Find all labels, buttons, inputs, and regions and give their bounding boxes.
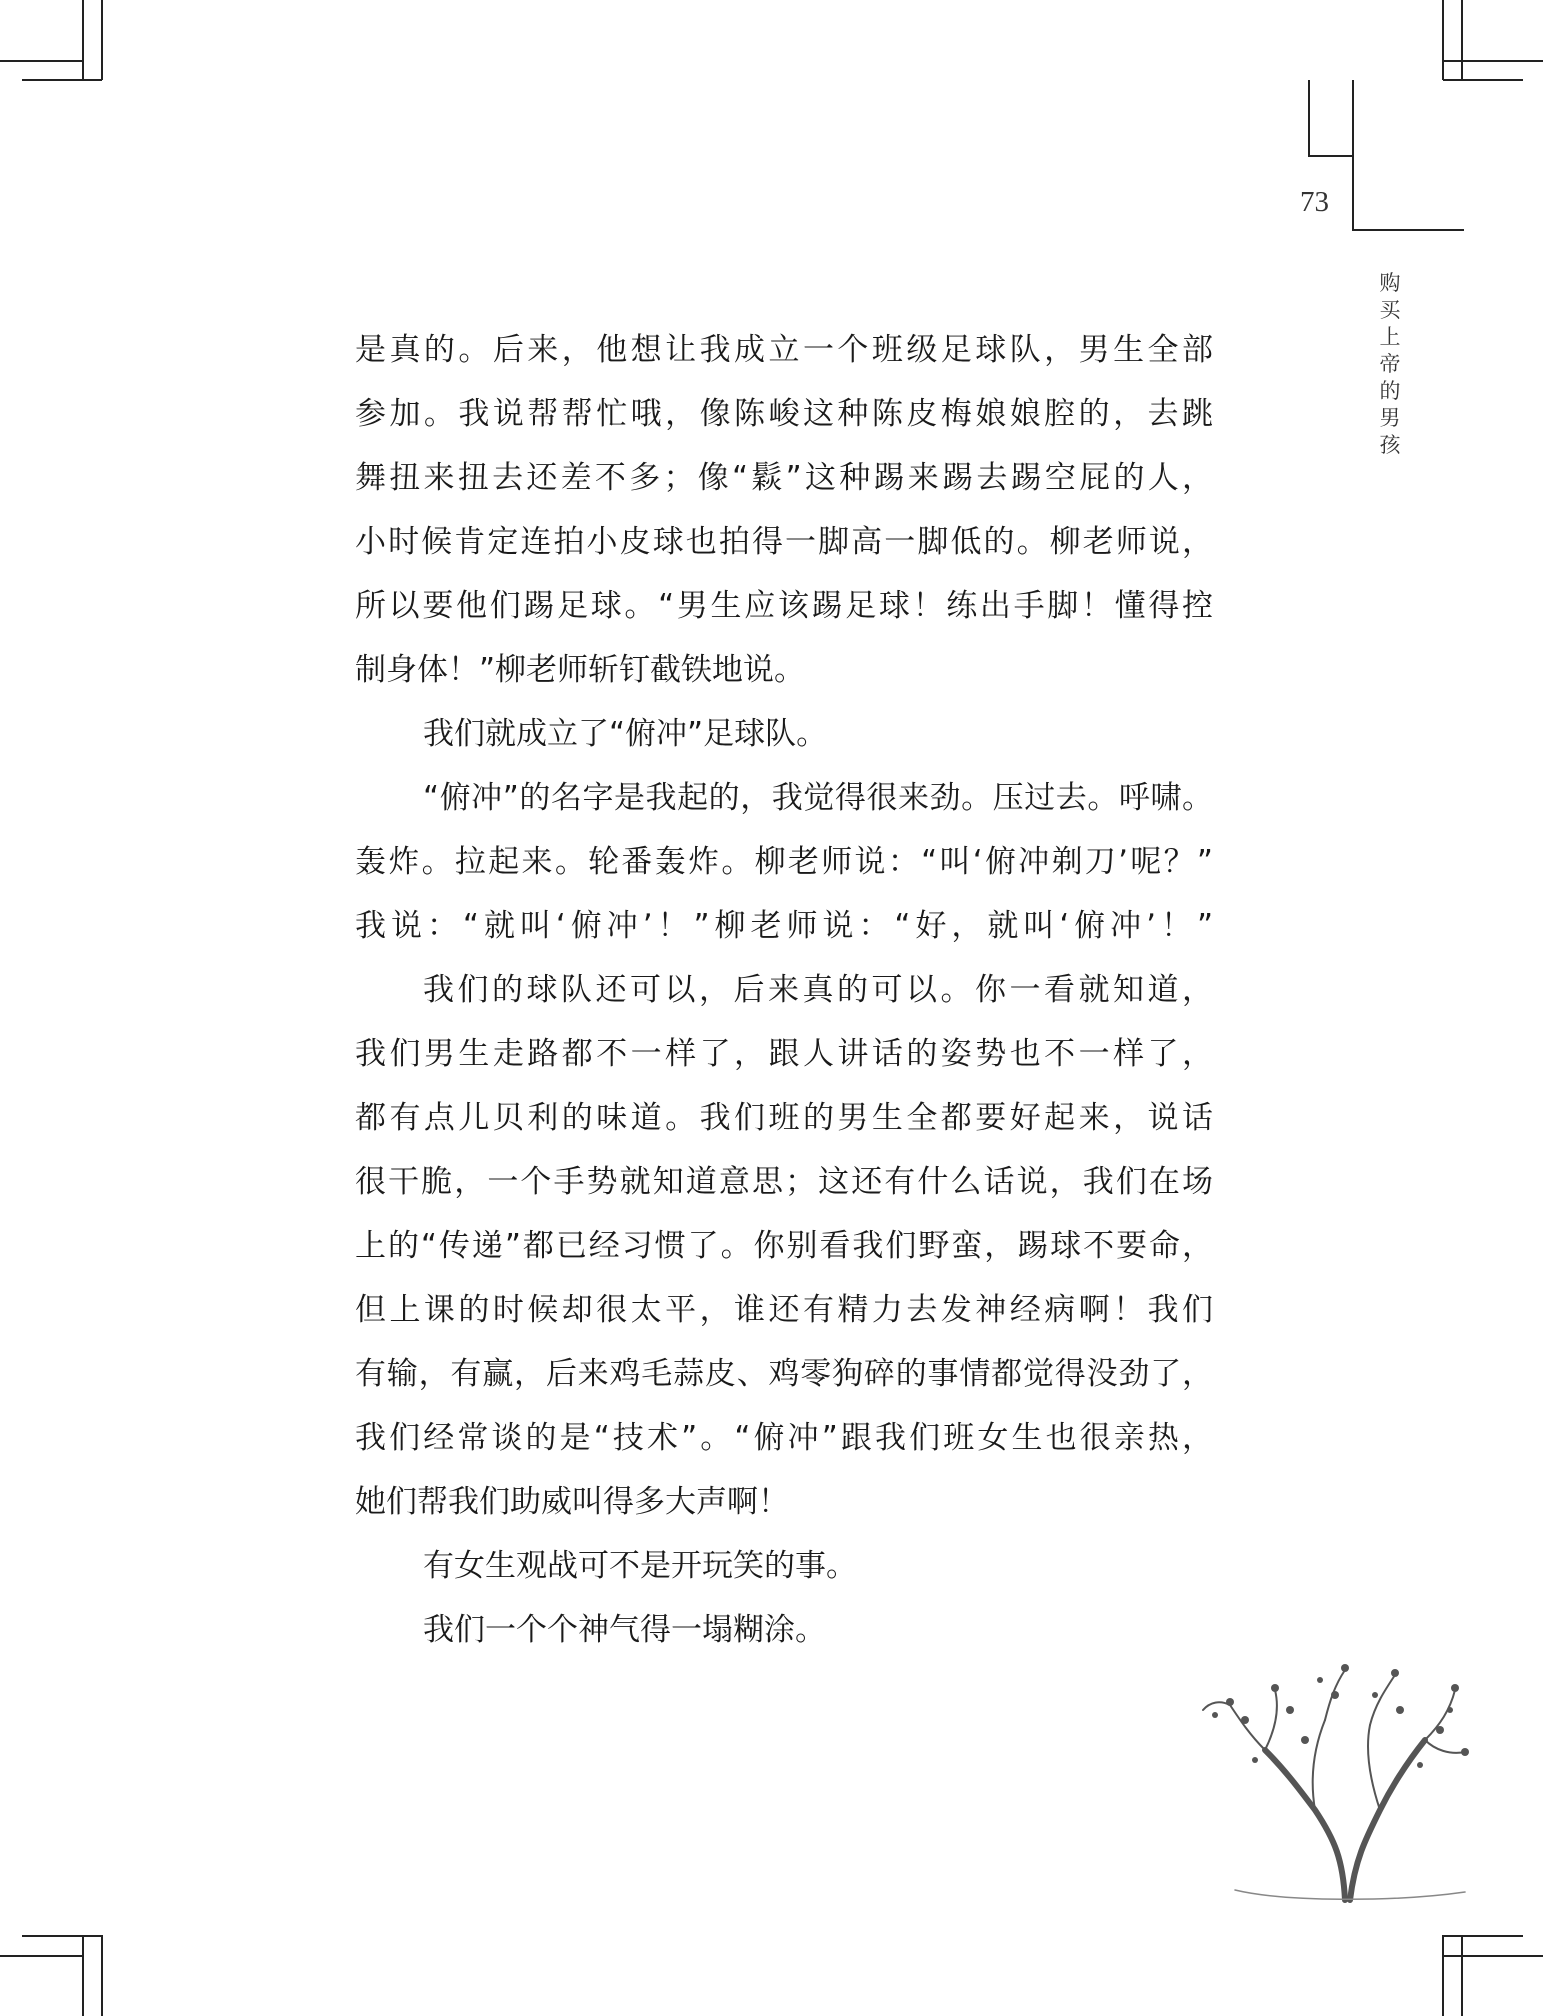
text-line: 有输，有赢，后来鸡毛蒜皮、鸡零狗碎的事情都觉得没劲了， [355,1356,1213,1392]
running-title-char: 男 [1379,406,1401,430]
text-line: 上的“传递”都已经习惯了。你别看我们野蛮，踢球不要命， [355,1228,1213,1264]
running-title-char: 买 [1379,298,1401,322]
text-line: 小时候肯定连拍小皮球也拍得一脚高一脚低的。柳老师说， [355,524,1213,560]
text-line: 舞扭来扭去还差不多；像“鬏”这种踢来踢去踢空屁的人， [355,460,1213,496]
text-line: 我们就成立了“俯冲”足球队。 [423,716,828,752]
running-title-char: 帝 [1379,352,1401,376]
text-line: 她们帮我们助威叫得多大声啊！ [355,1484,789,1520]
text-line: 参加。我说帮帮忙哦，像陈峻这种陈皮梅娘娘腔的，去跳 [355,396,1213,432]
text-line: “俯冲”的名字是我起的，我觉得很来劲。压过去。呼啸。 [423,780,1213,816]
text-line: 制身体！”柳老师斩钉截铁地说。 [355,652,806,688]
text-line: 有女生观战可不是开玩笑的事。 [423,1548,857,1584]
text-line: 所以要他们踢足球。“男生应该踢足球！练出手脚！懂得控 [355,588,1213,624]
running-title [1372,270,1408,459]
text-line: 轰炸。拉起来。轮番轰炸。柳老师说：“叫‘俯冲剃刀’呢？” [355,844,1213,880]
page-number: 73 [1300,186,1329,218]
text-line: 我们一个个神气得一塌糊涂。 [423,1612,826,1648]
running-title-char: 孩 [1379,433,1401,457]
text-line: 我们的球队还可以，后来真的可以。你一看就知道， [423,972,1213,1008]
running-title-char: 购 [1379,271,1401,295]
text-line: 但上课的时候却很太平，谁还有精力去发神经病啊！我们 [355,1292,1213,1328]
text-line: 都有点儿贝利的味道。我们班的男生全都要好起来，说话 [355,1100,1213,1136]
text-line: 我们男生走路都不一样了，跟人讲话的姿势也不一样了， [355,1036,1213,1072]
tree-sketch-icon [1195,1640,1495,1930]
text-line: 我说：“就叫‘俯冲’！”柳老师说：“好，就叫‘俯冲’！” [355,908,1213,944]
text-line: 很干脆，一个手势就知道意思；这还有什么话说，我们在场 [355,1164,1213,1200]
text-line: 是真的。后来，他想让我成立一个班级足球队，男生全部 [355,332,1213,368]
text-line: 我们经常谈的是“技术”。“俯冲”跟我们班女生也很亲热， [355,1420,1213,1456]
running-title-char: 上 [1379,325,1401,349]
body-text [355,318,1213,1662]
running-title-char: 的 [1379,379,1401,403]
